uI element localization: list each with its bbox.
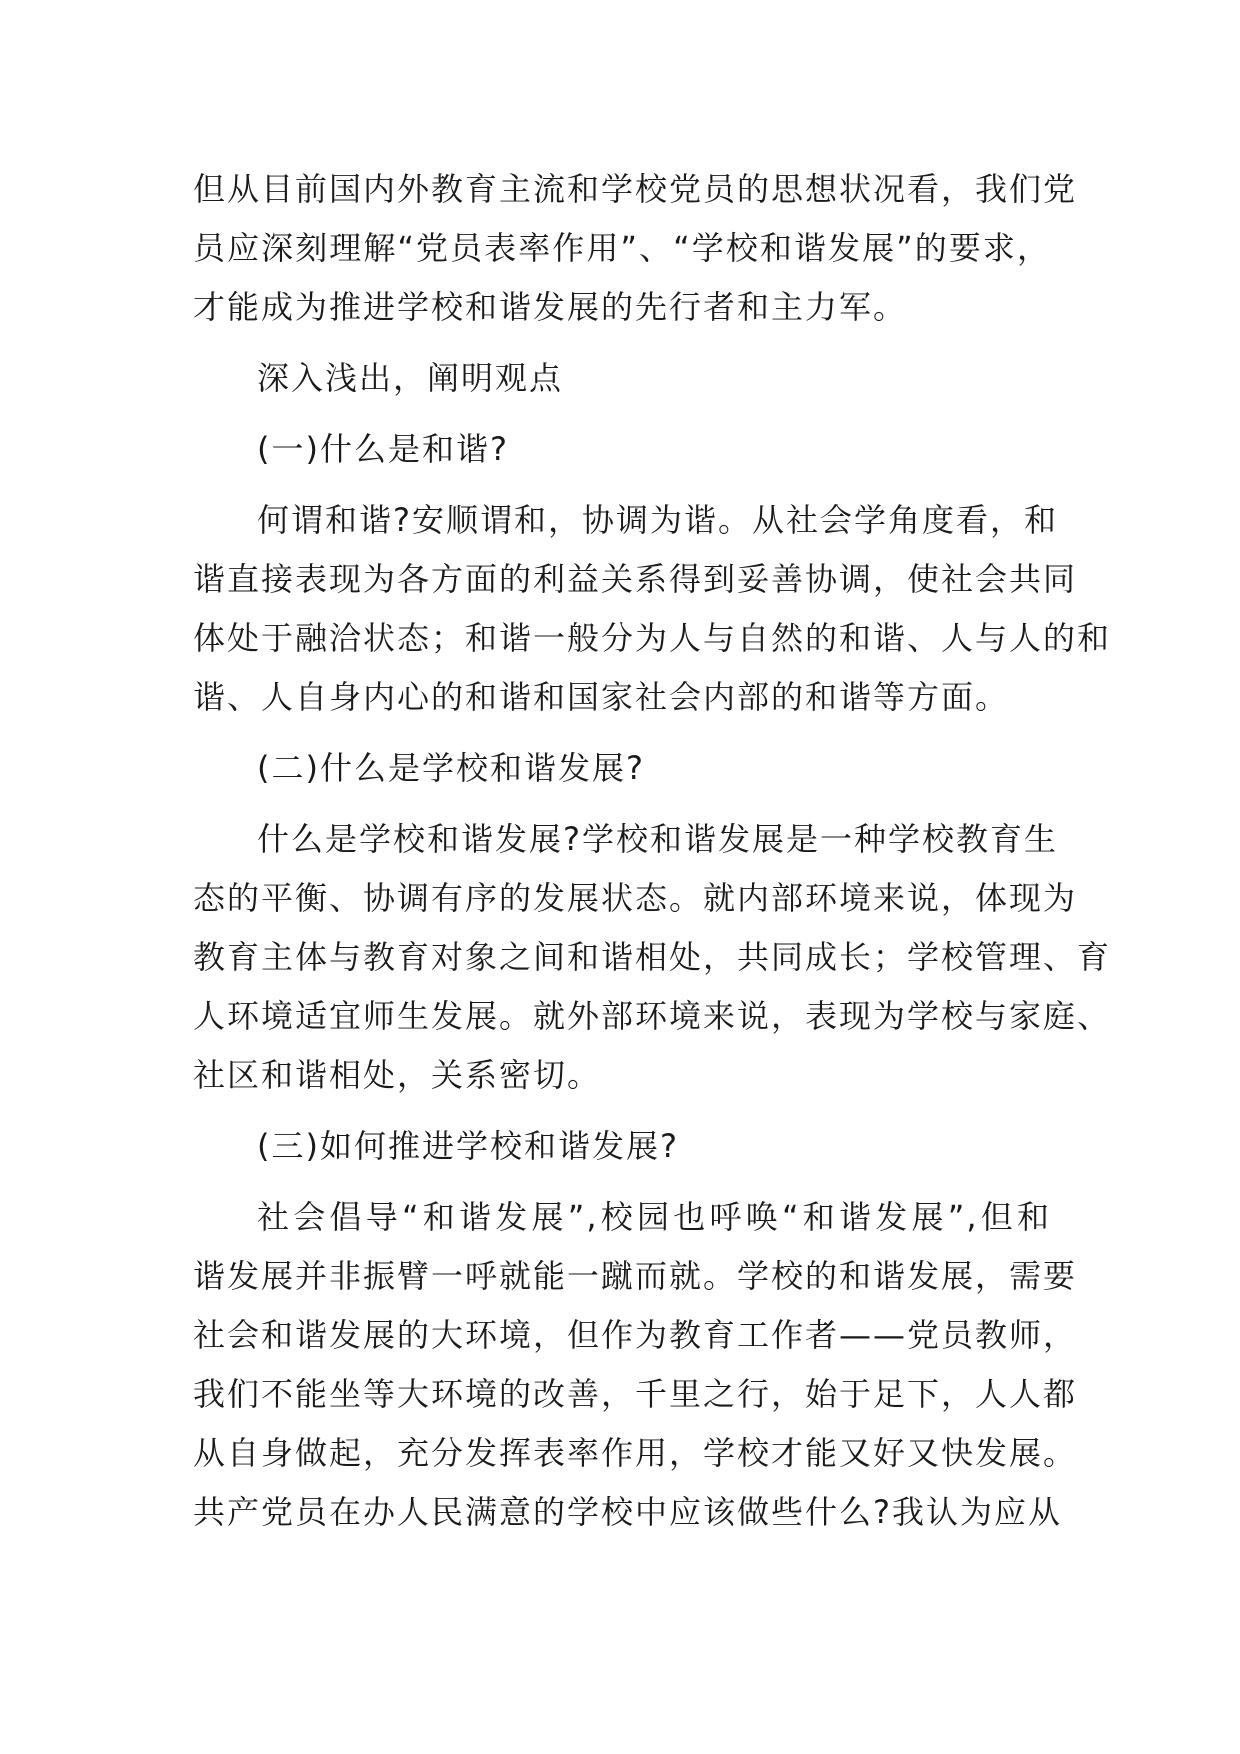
section-title: 深入浅出，阐明观点 (257, 359, 564, 397)
text-line: 什么是学校和谐发展?学校和谐发展是一种学校教育生 (257, 820, 1058, 858)
text-line: 态的平衡、协调有序的发展状态。就内部环境来说，体现为 (193, 879, 1078, 917)
text-line: 从自身做起，充分发挥表率作用，学校才能又好又快发展。 (193, 1434, 1078, 1472)
text-line: 社区和谐相处，关系密切。 (193, 1056, 602, 1094)
intro-paragraph (193, 160, 1078, 337)
text-line: 员应深刻理解“党员表率作用”、“学校和谐发展”的要求， (193, 229, 1051, 267)
text-line: 才能成为推进学校和谐发展的先行者和主力军。 (193, 288, 908, 326)
question-3-heading: (三)如何推进学校和谐发展? (257, 1127, 679, 1165)
document-body (193, 160, 1112, 1542)
question-1-paragraph (193, 491, 1112, 727)
text-line: 但从目前国内外教育主流和学校党员的思想状况看，我们党 (193, 170, 1078, 208)
text-line: 人环境适宜师生发展。就外部环境来说，表现为学校与家庭、 (193, 997, 1112, 1035)
text-line: 共产党员在办人民满意的学校中应该做些什么?我认为应从 (193, 1493, 1062, 1531)
text-line: 谐直接表现为各方面的利益关系得到妥善协调，使社会共同 (193, 560, 1078, 598)
text-line: 社会倡导“和谐发展”,校园也呼唤“和谐发展”,但和 (257, 1198, 1051, 1236)
text-line: 我们不能坐等大环境的改善，千里之行，始于足下，人人都 (193, 1375, 1078, 1413)
question-3-paragraph (193, 1188, 1078, 1542)
text-line: 何谓和谐?安顺谓和，协调为谐。从社会学角度看，和 (257, 501, 1058, 539)
text-line: 社会和谐发展的大环境，但作为教育工作者——党员教师， (193, 1316, 1078, 1354)
question-1-heading: (一)什么是和谐? (257, 430, 509, 468)
text-line: 谐发展并非振臂一呼就能一蹴而就。学校的和谐发展，需要 (193, 1257, 1078, 1295)
text-line: 体处于融洽状态；和谐一般分为人与自然的和谐、人与人的和 (193, 619, 1112, 657)
question-2-paragraph (193, 810, 1112, 1105)
question-2-heading: (二)什么是学校和谐发展? (257, 749, 645, 787)
text-line: 教育主体与教育对象之间和谐相处，共同成长；学校管理、育 (193, 938, 1112, 976)
text-line: 谐、人自身内心的和谐和国家社会内部的和谐等方面。 (193, 678, 1010, 716)
